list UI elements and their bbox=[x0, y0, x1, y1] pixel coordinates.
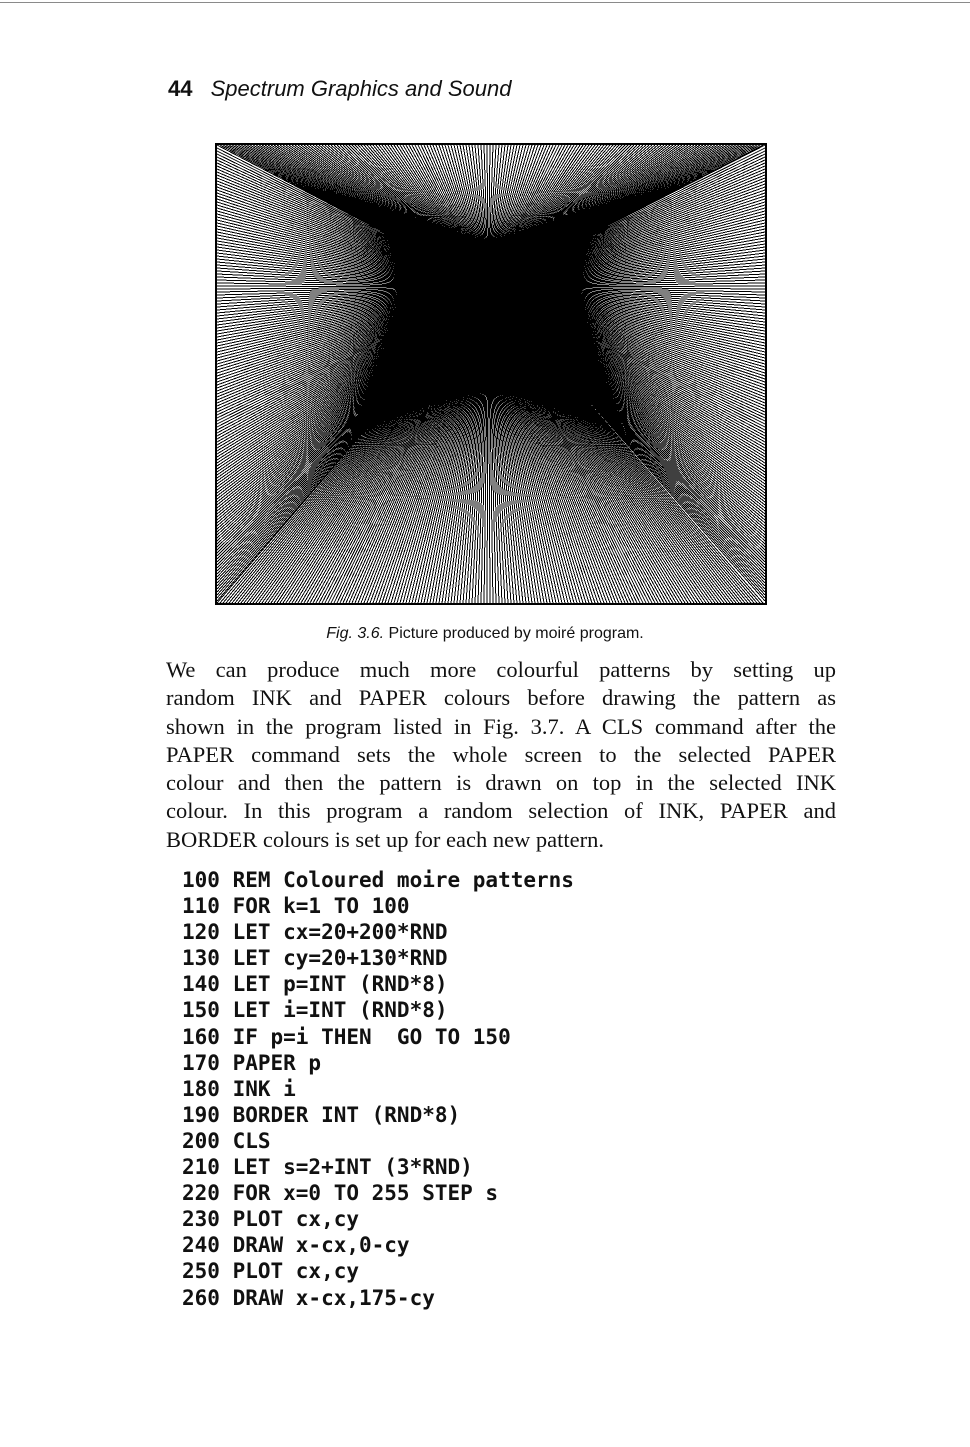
code-line: 210 LET s=2+INT (3*RND) bbox=[182, 1155, 473, 1180]
code-line: 110 FOR k=1 TO 100 bbox=[182, 894, 410, 919]
code-line: 150 LET i=INT (RND*8) bbox=[182, 998, 448, 1023]
code-line: 220 FOR x=0 TO 255 STEP s bbox=[182, 1181, 499, 1206]
code-line: 230 PLOT cx,cy bbox=[182, 1207, 360, 1232]
program-listing bbox=[182, 867, 574, 1311]
paragraph-line: shown in the program listed in Fig. 3.7. A CLS command after the bbox=[166, 713, 836, 739]
figure-caption-text: Picture produced by moiré program. bbox=[388, 625, 644, 642]
code-line: 160 IF p=i THEN GO TO 150 bbox=[182, 1024, 511, 1049]
moire-pattern bbox=[217, 145, 765, 603]
code-line: 180 INK i bbox=[182, 1076, 296, 1101]
code-line: 120 LET cx=20+200*RND bbox=[182, 920, 448, 945]
moire-lines bbox=[217, 145, 765, 603]
figure-label: Fig. 3.6. bbox=[326, 625, 385, 642]
code-line: 100 REM Coloured moire patterns bbox=[182, 868, 574, 892]
page-header bbox=[168, 76, 511, 102]
figure-caption bbox=[0, 625, 970, 643]
body-paragraph bbox=[166, 656, 836, 854]
code-line: 170 PAPER p bbox=[182, 1050, 322, 1075]
paragraph-line: random INK and PAPER colours before drawing the pattern as bbox=[166, 685, 836, 711]
code-line: 130 LET cy=20+130*RND bbox=[182, 946, 448, 971]
code-line: 200 CLS bbox=[182, 1128, 271, 1153]
page-number: 44 bbox=[168, 76, 193, 101]
code-line: 250 PLOT cx,cy bbox=[182, 1259, 360, 1284]
code-line: 140 LET p=INT (RND*8) bbox=[182, 972, 448, 997]
top-rule bbox=[0, 2, 970, 3]
code-line: 190 BORDER INT (RND*8) bbox=[182, 1102, 461, 1127]
paragraph-line: BORDER colours is set up for each new pattern. bbox=[166, 826, 605, 852]
running-title: Spectrum Graphics and Sound bbox=[210, 76, 512, 101]
paragraph-line: PAPER command sets the whole screen to the selected PAPER bbox=[166, 741, 836, 767]
moire-figure bbox=[215, 143, 767, 605]
paragraph-line: We can produce much more colourful patterns by setting up bbox=[166, 657, 836, 682]
paragraph-line: colour. In this program a random selection of INK, PAPER and bbox=[166, 798, 836, 824]
code-line: 260 DRAW x-cx,175-cy bbox=[182, 1285, 435, 1310]
paragraph-line: colour and then the pattern is drawn on top in the selected INK bbox=[166, 770, 836, 796]
code-line: 240 DRAW x-cx,0-cy bbox=[182, 1233, 410, 1258]
